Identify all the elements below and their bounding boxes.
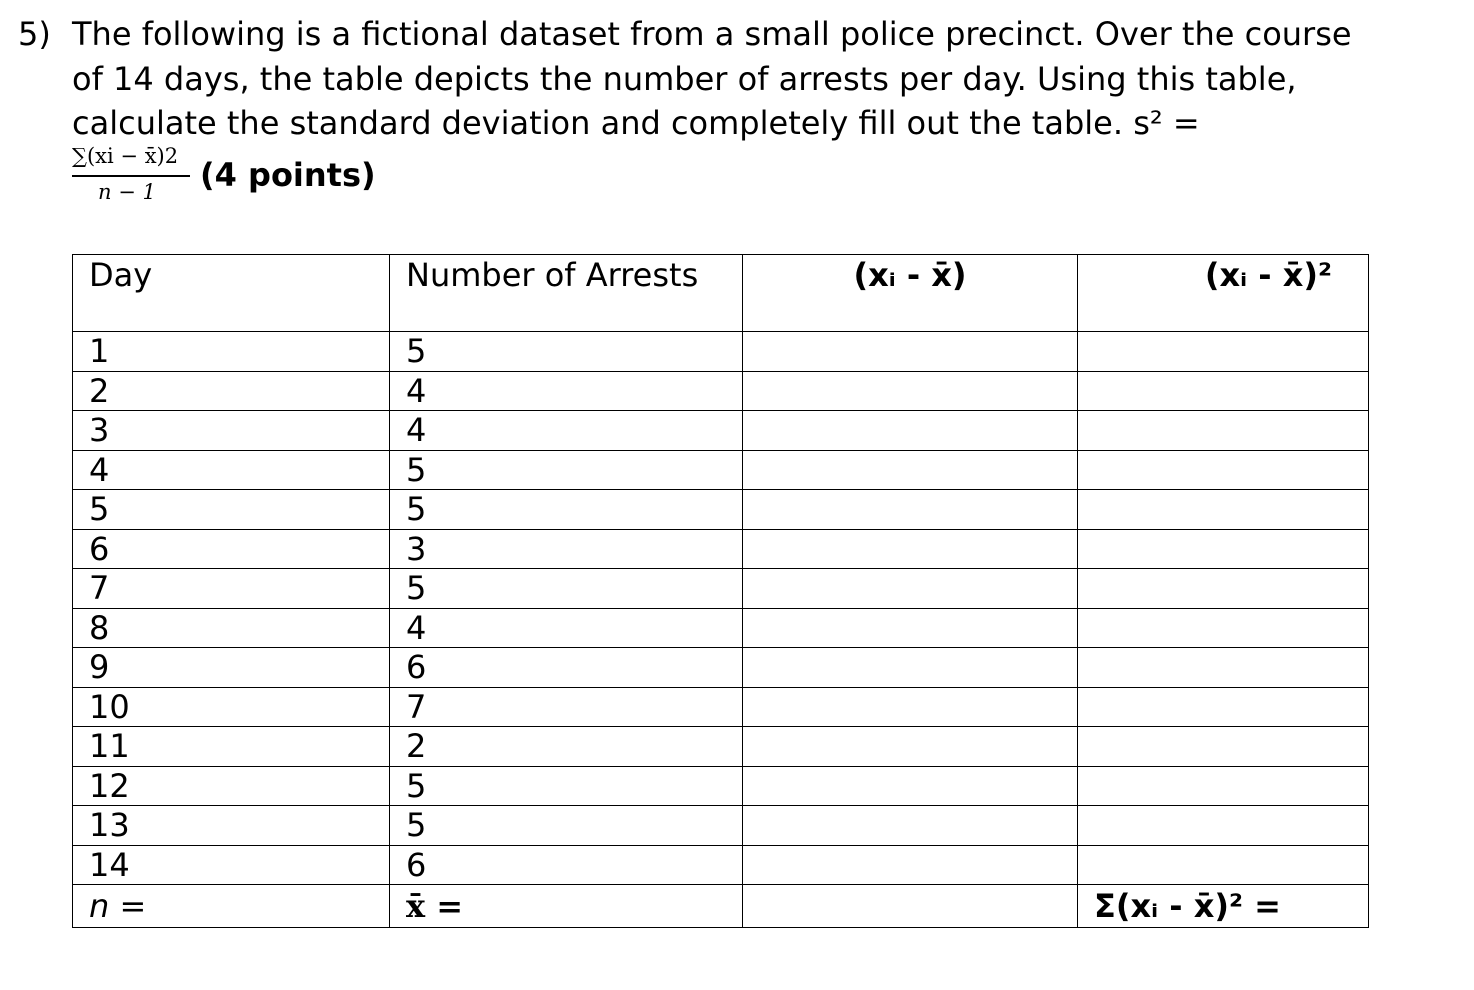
day-cell: 5 xyxy=(73,490,390,530)
deviation-cell[interactable] xyxy=(743,766,1078,806)
arrests-cell: 5 xyxy=(390,332,743,372)
squared-deviation-cell[interactable] xyxy=(1078,529,1369,569)
arrests-cell: 7 xyxy=(390,687,743,727)
deviation-cell[interactable] xyxy=(743,845,1078,885)
table-row xyxy=(73,371,1369,411)
arrests-cell: 5 xyxy=(390,766,743,806)
table-footer-row xyxy=(73,885,1369,928)
table-row xyxy=(73,529,1369,569)
day-cell: 12 xyxy=(73,766,390,806)
arrests-cell: 4 xyxy=(390,411,743,451)
formula-numerator: ∑(xi − x̄)2 xyxy=(72,144,179,168)
arrests-table xyxy=(72,254,1369,928)
squared-deviation-cell[interactable] xyxy=(1078,687,1369,727)
arrests-cell: 2 xyxy=(390,727,743,767)
squared-deviation-cell[interactable] xyxy=(1078,569,1369,609)
day-cell: 2 xyxy=(73,371,390,411)
deviation-cell[interactable] xyxy=(743,569,1078,609)
day-cell: 3 xyxy=(73,411,390,451)
table-row xyxy=(73,687,1369,727)
arrests-cell: 5 xyxy=(390,806,743,846)
day-cell: 9 xyxy=(73,648,390,688)
table-row xyxy=(73,569,1369,609)
arrests-cell: 5 xyxy=(390,569,743,609)
squared-deviation-cell[interactable] xyxy=(1078,332,1369,372)
deviation-cell[interactable] xyxy=(743,687,1078,727)
day-cell: 1 xyxy=(73,332,390,372)
deviation-cell[interactable] xyxy=(743,490,1078,530)
deviation-cell[interactable] xyxy=(743,371,1078,411)
squared-deviation-cell[interactable] xyxy=(1078,766,1369,806)
table-row xyxy=(73,648,1369,688)
arrests-cell: 5 xyxy=(390,490,743,530)
question-number: 5) xyxy=(18,15,51,53)
squared-deviation-cell[interactable] xyxy=(1078,608,1369,648)
table-row xyxy=(73,490,1369,530)
squared-deviation-cell[interactable] xyxy=(1078,450,1369,490)
day-cell: 6 xyxy=(73,529,390,569)
deviation-cell[interactable] xyxy=(743,806,1078,846)
deviation-cell[interactable] xyxy=(743,411,1078,451)
squared-deviation-cell[interactable] xyxy=(1078,806,1369,846)
fraction-bar xyxy=(72,175,190,177)
header-day: Day xyxy=(73,255,390,332)
header-arrests: Number of Arrests xyxy=(390,255,743,332)
question-text: The following is a fictional dataset from a small police precinct. Over the course of 14 days, the table depicts the number of arrests per day. Using this table, calculate the standard deviation and completely fill out the table. s² = xyxy=(72,15,1352,142)
day-cell: 4 xyxy=(73,450,390,490)
table-row xyxy=(73,845,1369,885)
sum-squared-label[interactable]: Σ(xᵢ - x̄)² = xyxy=(1078,885,1369,928)
formula-denominator: n − 1 xyxy=(98,180,156,204)
deviation-cell[interactable] xyxy=(743,727,1078,767)
arrests-cell: 4 xyxy=(390,608,743,648)
header-squared-deviation: (xᵢ - x̄)² xyxy=(1078,255,1369,332)
header-deviation: (xᵢ - x̄) xyxy=(743,255,1078,332)
table-row xyxy=(73,411,1369,451)
deviation-cell[interactable] xyxy=(743,608,1078,648)
day-cell: 14 xyxy=(73,845,390,885)
squared-deviation-cell[interactable] xyxy=(1078,648,1369,688)
day-cell: 11 xyxy=(73,727,390,767)
deviation-cell[interactable] xyxy=(743,332,1078,372)
table-row xyxy=(73,450,1369,490)
day-cell: 8 xyxy=(73,608,390,648)
deviation-cell[interactable] xyxy=(743,450,1078,490)
table-row xyxy=(73,727,1369,767)
squared-deviation-cell[interactable] xyxy=(1078,845,1369,885)
arrests-cell: 6 xyxy=(390,648,743,688)
footer-empty-cell xyxy=(743,885,1078,928)
n-label[interactable]: n = xyxy=(73,885,390,928)
table-row xyxy=(73,766,1369,806)
mean-label[interactable]: x̄ = xyxy=(390,885,743,928)
deviation-cell[interactable] xyxy=(743,529,1078,569)
table-header-row xyxy=(73,255,1369,332)
arrests-cell: 4 xyxy=(390,371,743,411)
points-label: (4 points) xyxy=(200,156,376,194)
squared-deviation-cell[interactable] xyxy=(1078,371,1369,411)
arrests-cell: 3 xyxy=(390,529,743,569)
arrests-cell: 5 xyxy=(390,450,743,490)
day-cell: 13 xyxy=(73,806,390,846)
table-row xyxy=(73,332,1369,372)
day-cell: 7 xyxy=(73,569,390,609)
squared-deviation-cell[interactable] xyxy=(1078,490,1369,530)
squared-deviation-cell[interactable] xyxy=(1078,411,1369,451)
arrests-cell: 6 xyxy=(390,845,743,885)
deviation-cell[interactable] xyxy=(743,648,1078,688)
table-row xyxy=(73,608,1369,648)
day-cell: 10 xyxy=(73,687,390,727)
table-row xyxy=(73,806,1369,846)
squared-deviation-cell[interactable] xyxy=(1078,727,1369,767)
